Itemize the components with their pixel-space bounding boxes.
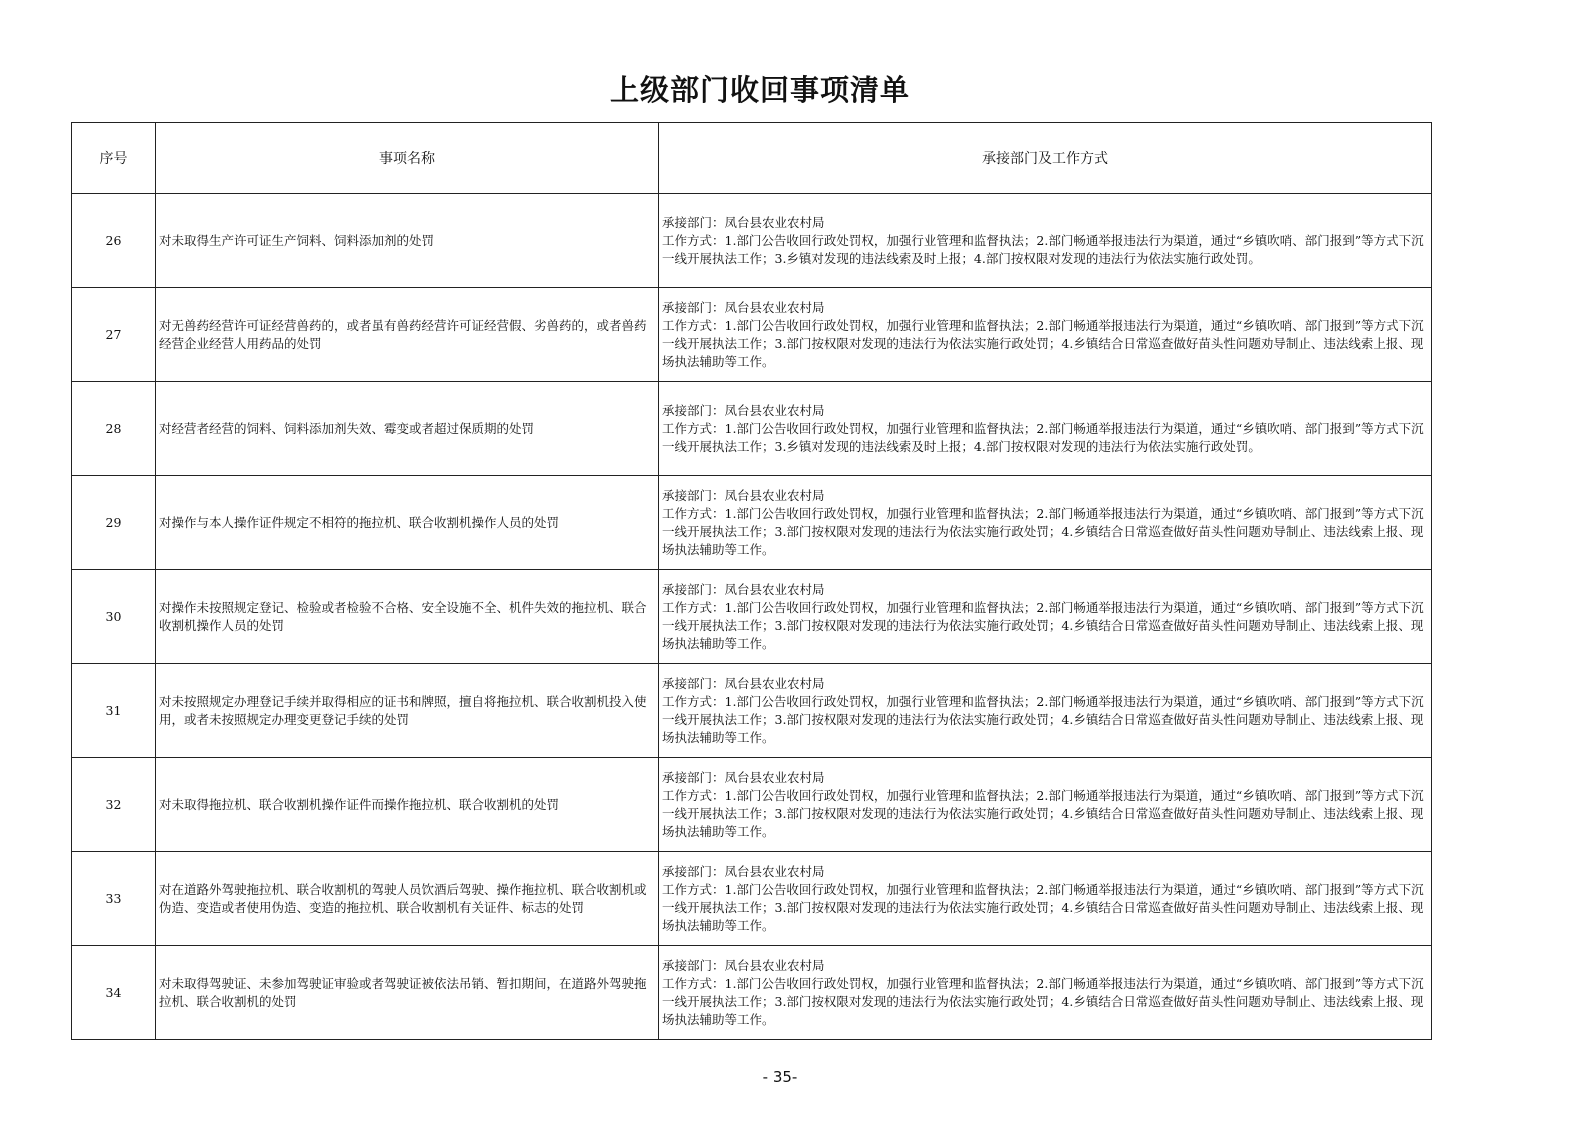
dept-and-method: 承接部门：凤台县农业农村局 工作方式：1.部门公告收回行政处罚权，加强行业管理和监督执法；2.部门畅通举报违法行为渠道，通过“乡镇吹哨、部门报到”等方式下沉一线开展执法工作；3.乡镇对发现的违法线索及时上报；4.部门按权限对发现的违法行为依法实施行政处罚。 bbox=[659, 194, 1432, 288]
table-row bbox=[72, 852, 1432, 946]
header-dept: 承接部门及工作方式 bbox=[659, 123, 1432, 194]
table-row bbox=[72, 288, 1432, 382]
dept-and-method: 承接部门：凤台县农业农村局 工作方式：1.部门公告收回行政处罚权，加强行业管理和监督执法；2.部门畅通举报违法行为渠道，通过“乡镇吹哨、部门报到”等方式下沉一线开展执法工作；3.部门按权限对发现的违法行为依法实施行政处罚；4.乡镇结合日常巡查做好苗头性问题劝导制止、违法线索上报、现场执法辅助等工作。 bbox=[659, 476, 1432, 570]
table-header-row bbox=[72, 123, 1432, 194]
row-number: 27 bbox=[72, 288, 156, 382]
item-name: 对未按照规定办理登记手续并取得相应的证书和牌照，擅自将拖拉机、联合收割机投入使用，或者未按照规定办理变更登记手续的处罚 bbox=[156, 664, 659, 758]
items-table bbox=[71, 122, 1432, 1040]
item-name: 对经营者经营的饲料、饲料添加剂失效、霉变或者超过保质期的处罚 bbox=[156, 382, 659, 476]
dept-and-method: 承接部门：凤台县农业农村局 工作方式：1.部门公告收回行政处罚权，加强行业管理和监督执法；2.部门畅通举报违法行为渠道，通过“乡镇吹哨、部门报到”等方式下沉一线开展执法工作；3.乡镇对发现的违法线索及时上报；4.部门按权限对发现的违法行为依法实施行政处罚。 bbox=[659, 382, 1432, 476]
item-name: 对无兽药经营许可证经营兽药的，或者虽有兽药经营许可证经营假、劣兽药的，或者兽药经营企业经营人用药品的处罚 bbox=[156, 288, 659, 382]
item-name: 对操作未按照规定登记、检验或者检验不合格、安全设施不全、机件失效的拖拉机、联合收割机操作人员的处罚 bbox=[156, 570, 659, 664]
row-number: 29 bbox=[72, 476, 156, 570]
row-number: 28 bbox=[72, 382, 156, 476]
row-number: 30 bbox=[72, 570, 156, 664]
dept-and-method: 承接部门：凤台县农业农村局 工作方式：1.部门公告收回行政处罚权，加强行业管理和监督执法；2.部门畅通举报违法行为渠道，通过“乡镇吹哨、部门报到”等方式下沉一线开展执法工作；3.部门按权限对发现的违法行为依法实施行政处罚；4.乡镇结合日常巡查做好苗头性问题劝导制止、违法线索上报、现场执法辅助等工作。 bbox=[659, 758, 1432, 852]
row-number: 34 bbox=[72, 946, 156, 1040]
header-no: 序号 bbox=[72, 123, 156, 194]
table-row bbox=[72, 758, 1432, 852]
table-row bbox=[72, 570, 1432, 664]
row-number: 26 bbox=[72, 194, 156, 288]
item-name: 对未取得生产许可证生产饲料、饲料添加剂的处罚 bbox=[156, 194, 659, 288]
header-name: 事项名称 bbox=[156, 123, 659, 194]
row-number: 31 bbox=[72, 664, 156, 758]
table-row bbox=[72, 194, 1432, 288]
page-number: - 35- bbox=[762, 1068, 798, 1086]
table-row bbox=[72, 664, 1432, 758]
item-name: 对未取得驾驶证、未参加驾驶证审验或者驾驶证被依法吊销、暂扣期间，在道路外驾驶拖拉机、联合收割机的处罚 bbox=[156, 946, 659, 1040]
dept-and-method: 承接部门：凤台县农业农村局 工作方式：1.部门公告收回行政处罚权，加强行业管理和监督执法；2.部门畅通举报违法行为渠道，通过“乡镇吹哨、部门报到”等方式下沉一线开展执法工作；3.部门按权限对发现的违法行为依法实施行政处罚；4.乡镇结合日常巡查做好苗头性问题劝导制止、违法线索上报、现场执法辅助等工作。 bbox=[659, 664, 1432, 758]
row-number: 33 bbox=[72, 852, 156, 946]
table-body bbox=[72, 194, 1432, 1040]
item-name: 对在道路外驾驶拖拉机、联合收割机的驾驶人员饮酒后驾驶、操作拖拉机、联合收割机或伪造、变造或者使用伪造、变造的拖拉机、联合收割机有关证件、标志的处罚 bbox=[156, 852, 659, 946]
row-number: 32 bbox=[72, 758, 156, 852]
table-row bbox=[72, 946, 1432, 1040]
dept-and-method: 承接部门：凤台县农业农村局 工作方式：1.部门公告收回行政处罚权，加强行业管理和监督执法；2.部门畅通举报违法行为渠道，通过“乡镇吹哨、部门报到”等方式下沉一线开展执法工作；3.部门按权限对发现的违法行为依法实施行政处罚；4.乡镇结合日常巡查做好苗头性问题劝导制止、违法线索上报、现场执法辅助等工作。 bbox=[659, 852, 1432, 946]
dept-and-method: 承接部门：凤台县农业农村局 工作方式：1.部门公告收回行政处罚权，加强行业管理和监督执法；2.部门畅通举报违法行为渠道，通过“乡镇吹哨、部门报到”等方式下沉一线开展执法工作；3.部门按权限对发现的违法行为依法实施行政处罚；4.乡镇结合日常巡查做好苗头性问题劝导制止、违法线索上报、现场执法辅助等工作。 bbox=[659, 946, 1432, 1040]
table-row bbox=[72, 476, 1432, 570]
dept-and-method: 承接部门：凤台县农业农村局 工作方式：1.部门公告收回行政处罚权，加强行业管理和监督执法；2.部门畅通举报违法行为渠道，通过“乡镇吹哨、部门报到”等方式下沉一线开展执法工作；3.部门按权限对发现的违法行为依法实施行政处罚；4.乡镇结合日常巡查做好苗头性问题劝导制止、违法线索上报、现场执法辅助等工作。 bbox=[659, 288, 1432, 382]
item-name: 对未取得拖拉机、联合收割机操作证件而操作拖拉机、联合收割机的处罚 bbox=[156, 758, 659, 852]
table-row bbox=[72, 382, 1432, 476]
dept-and-method: 承接部门：凤台县农业农村局 工作方式：1.部门公告收回行政处罚权，加强行业管理和监督执法；2.部门畅通举报违法行为渠道，通过“乡镇吹哨、部门报到”等方式下沉一线开展执法工作；3.部门按权限对发现的违法行为依法实施行政处罚；4.乡镇结合日常巡查做好苗头性问题劝导制止、违法线索上报、现场执法辅助等工作。 bbox=[659, 570, 1432, 664]
page-title: 上级部门收回事项清单 bbox=[609, 73, 910, 107]
item-name: 对操作与本人操作证件规定不相符的拖拉机、联合收割机操作人员的处罚 bbox=[156, 476, 659, 570]
